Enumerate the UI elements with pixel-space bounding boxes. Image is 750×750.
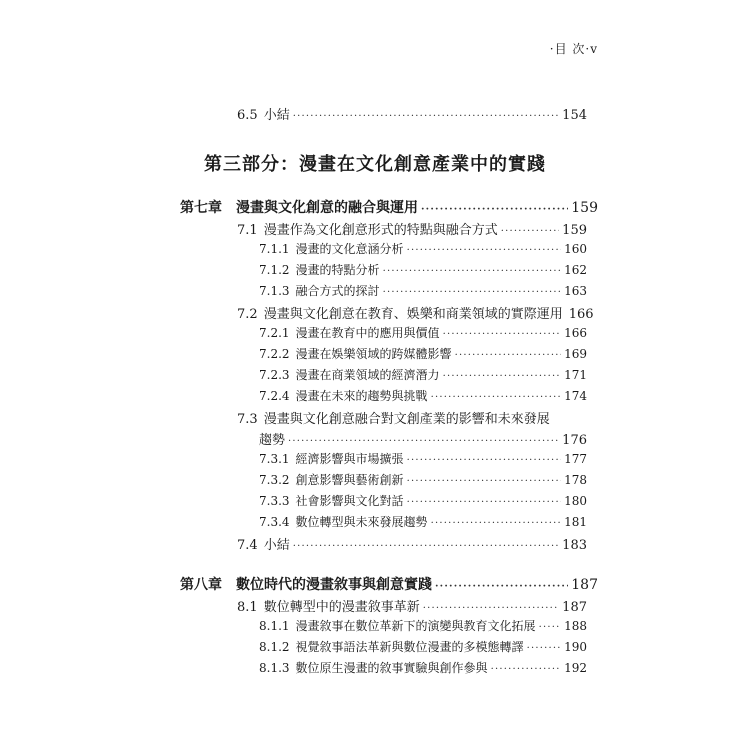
section-title: 漫畫的文化意涵分析 — [295, 242, 404, 256]
section-number: 7.3.4 — [259, 515, 290, 529]
chapter-number: 第八章 — [180, 577, 222, 593]
toc-entry-7-1[interactable] — [237, 219, 587, 238]
toc-entry-6-5[interactable] — [237, 104, 587, 123]
section-title: 經濟影響與市場擴張 — [295, 452, 404, 466]
section-number: 6.5 — [237, 108, 258, 123]
page-number: 160 — [564, 242, 587, 256]
dot-leader — [421, 204, 568, 215]
section-number: 8.1.1 — [259, 619, 290, 633]
section-title: 小結 — [263, 108, 290, 123]
dot-leader — [383, 287, 562, 298]
section-number: 7.3.3 — [259, 494, 290, 508]
toc-entry-7-3-2[interactable] — [259, 471, 587, 488]
toc-entry-7-4[interactable] — [237, 534, 587, 553]
section-title: 漫畫敘事在數位革新下的演變與教育文化拓展 — [295, 619, 536, 633]
section-title: 數位轉型中的漫畫敘事革新 — [263, 600, 420, 615]
toc-chapter-8[interactable] — [180, 574, 598, 594]
toc-entry-7-1-2[interactable] — [259, 261, 587, 278]
page-number: 183 — [562, 538, 587, 553]
section-number: 7.1.1 — [259, 242, 290, 256]
section-title: 數位原生漫畫的敘事實驗與創作參與 — [295, 661, 488, 675]
section-title: 漫畫在娛樂領域的跨媒體影響 — [295, 347, 452, 361]
toc-entry-7-3-1[interactable] — [259, 450, 587, 467]
section-number: 7.1.2 — [259, 263, 290, 277]
dot-leader — [435, 581, 568, 592]
toc-entry-7-2-2[interactable] — [259, 345, 587, 362]
section-title-continued: 趨勢 — [259, 433, 286, 448]
page-number: 171 — [564, 368, 587, 382]
dot-leader — [527, 643, 562, 654]
page-number: 176 — [562, 433, 587, 448]
page-number: 169 — [564, 347, 587, 361]
section-title: 漫畫與文化創意在教育、娛樂和商業領域的實際運用 — [263, 307, 563, 322]
page-number: 174 — [564, 389, 587, 403]
section-number: 7.2.1 — [259, 326, 290, 340]
section-title: 漫畫作為文化創意形式的特點與融合方式 — [263, 223, 498, 238]
dot-leader — [407, 497, 562, 508]
dot-leader — [293, 541, 559, 552]
section-title: 漫畫的特點分析 — [295, 263, 380, 277]
toc-entry-7-3[interactable] — [237, 408, 587, 427]
dot-leader — [407, 455, 562, 466]
toc-entry-7-1-1[interactable] — [259, 240, 587, 257]
section-title: 漫畫與文化創意融合對文創產業的影響和未來發展 — [263, 412, 550, 427]
page-number: 180 — [564, 494, 587, 508]
page-number: 166 — [564, 326, 587, 340]
toc-entry-8-1-2[interactable] — [259, 638, 587, 655]
toc-entry-7-2[interactable] — [237, 303, 594, 322]
dot-leader — [407, 476, 562, 487]
dot-leader — [423, 603, 559, 614]
toc-entry-7-3-4[interactable] — [259, 513, 587, 530]
page-number: 178 — [564, 473, 587, 487]
dot-leader — [288, 436, 559, 447]
toc-entry-8-1-1[interactable] — [259, 617, 587, 634]
section-number: 7.1.3 — [259, 284, 290, 298]
section-title: 視覺敘事語法革新與數位漫畫的多模態轉譯 — [295, 640, 524, 654]
toc-entry-7-1-3[interactable] — [259, 282, 587, 299]
section-title: 漫畫在教育中的應用與價值 — [295, 326, 440, 340]
dot-leader — [455, 350, 562, 361]
section-number: 7.3.2 — [259, 473, 290, 487]
section-number: 7.3 — [237, 412, 258, 427]
section-number: 7.2.2 — [259, 347, 290, 361]
part-title: 第三部分：漫畫在文化創意產業中的實踐 — [204, 154, 546, 175]
running-header: ·目 次·v — [549, 42, 598, 56]
toc-entry-7-2-1[interactable] — [259, 324, 587, 341]
dot-leader — [443, 329, 562, 340]
section-title: 漫畫在未來的趨勢與挑戰 — [295, 389, 428, 403]
toc-entry-8-1[interactable] — [237, 596, 587, 615]
section-number: 8.1.2 — [259, 640, 290, 654]
chapter-title: 漫畫與文化創意的融合與運用 — [236, 200, 418, 216]
section-number: 7.3.1 — [259, 452, 290, 466]
dot-leader — [431, 392, 562, 403]
section-title: 創意影響與藝術創新 — [295, 473, 404, 487]
section-title: 漫畫在商業領域的經濟潛力 — [295, 368, 440, 382]
page-number: 190 — [564, 640, 587, 654]
page-number: 177 — [564, 452, 587, 466]
toc-entry-7-3-continued[interactable] — [259, 429, 587, 448]
chapter-number: 第七章 — [180, 200, 222, 216]
section-number: 7.4 — [237, 538, 258, 553]
section-title: 社會影響與文化對話 — [295, 494, 404, 508]
section-title: 數位轉型與未來發展趨勢 — [295, 515, 428, 529]
toc-entry-7-3-3[interactable] — [259, 492, 587, 509]
toc-entry-7-2-3[interactable] — [259, 366, 587, 383]
section-title: 融合方式的探討 — [295, 284, 380, 298]
section-number: 8.1.3 — [259, 661, 290, 675]
section-number: 7.2.4 — [259, 389, 290, 403]
dot-leader — [443, 371, 562, 382]
section-number: 8.1 — [237, 600, 258, 615]
page-number: 159 — [571, 200, 598, 216]
page-number: 162 — [564, 263, 587, 277]
section-number: 7.2 — [237, 307, 258, 322]
page-number: 187 — [562, 600, 587, 615]
dot-leader — [293, 111, 559, 122]
page-number: 166 — [568, 307, 594, 322]
dot-leader — [383, 266, 562, 277]
toc-entry-7-2-4[interactable] — [259, 387, 587, 404]
page-number: 188 — [564, 619, 587, 633]
section-number: 7.2.3 — [259, 368, 290, 382]
dot-leader — [501, 226, 559, 237]
toc-chapter-7[interactable] — [180, 197, 598, 217]
dot-leader — [491, 664, 562, 675]
dot-leader — [539, 622, 562, 633]
section-number: 7.1 — [237, 223, 258, 238]
page-number: 163 — [564, 284, 587, 298]
dot-leader — [431, 518, 562, 529]
page-number: 181 — [564, 515, 587, 529]
page-number: 154 — [562, 108, 587, 123]
section-title: 小結 — [263, 538, 290, 553]
dot-leader — [407, 245, 562, 256]
page-number: 187 — [571, 577, 598, 593]
toc-entry-8-1-3[interactable] — [259, 659, 587, 676]
page-number: 159 — [562, 223, 587, 238]
chapter-title: 數位時代的漫畫敘事與創意實踐 — [236, 577, 432, 593]
page-number: 192 — [564, 661, 587, 675]
